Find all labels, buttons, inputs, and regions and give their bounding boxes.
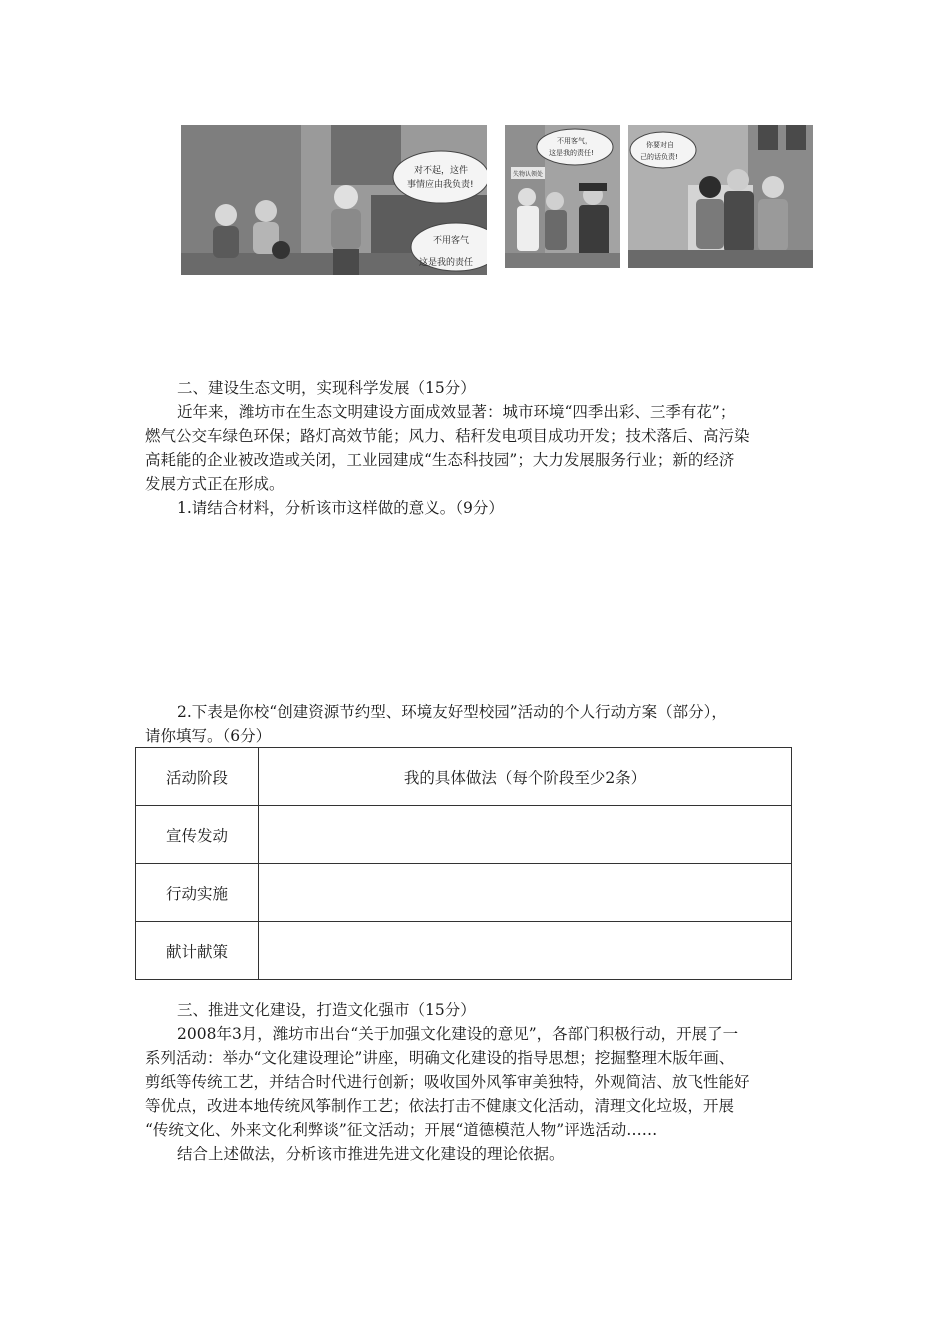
- section-heading: 二、建设生态文明，实现科学发展（15分）: [177, 379, 476, 397]
- action-plan-table: [135, 747, 792, 980]
- section-3: [145, 998, 805, 1166]
- stage-label: 宣传发动: [136, 806, 259, 864]
- section-2: [145, 376, 805, 520]
- table-header-row: [136, 748, 792, 806]
- table-row: [136, 864, 792, 922]
- question-line: 2.下表是你校“创建资源节约型、环境友好型校园”活动的个人行动方案（部分），: [177, 703, 727, 721]
- comic-bubble-text: 这是我的责任!: [549, 149, 594, 157]
- comic-bubble-text: 事情应由我负责!: [407, 180, 474, 190]
- material-line: 等优点，改进本地传统风筝制作工艺；依法打击不健康文化活动，清理文化垃圾，开展: [145, 1097, 735, 1115]
- comic-bubble-text: 你要对自: [646, 141, 674, 149]
- header-actions: 我的具体做法（每个阶段至少2条）: [259, 748, 792, 806]
- material-line: 剪纸等传统工艺，并结合时代进行创新；吸收国外风筝审美独特，外观简洁、放飞性能好: [145, 1073, 750, 1091]
- comic-bubble-text: 这是我的责任: [419, 258, 474, 268]
- material-line: 系列活动：举办“文化建设理论”讲座，明确文化建设的指导思想；挖掘整理木版年画、: [145, 1049, 735, 1067]
- comic-panel-1: [181, 125, 487, 275]
- stage-label: 献计献策: [136, 922, 259, 980]
- section-heading: 三、推进文化建设，打造文化强市（15分）: [177, 1001, 476, 1019]
- comic-bubble-text: 己的话负责!: [640, 153, 678, 161]
- table-row: [136, 922, 792, 980]
- material-line: 2008年3月，潍坊市出台“关于加强文化建设的意见”，各部门积极行动，开展了一: [177, 1025, 739, 1043]
- material-line: 高耗能的企业被改造或关闭，工业园建成“生态科技园”；大力发展服务行业；新的经济: [145, 451, 735, 469]
- comic-sign-text: 失物认领处: [513, 171, 544, 178]
- answer-cell[interactable]: [259, 922, 792, 980]
- answer-cell[interactable]: [259, 806, 792, 864]
- comic-panel-3: [628, 125, 813, 268]
- material-line: 发展方式正在形成。: [145, 475, 285, 493]
- material-line: 近年来，潍坊市在生态文明建设方面成效显著：城市环境“四季出彩、三季有花”；: [177, 403, 736, 421]
- comic-bubble-text: 对不起，这件: [414, 166, 469, 176]
- question-1: 1.请结合材料，分析该市这样做的意义。（9分）: [177, 499, 504, 517]
- answer-cell[interactable]: [259, 864, 792, 922]
- comic-bubble-text: 不用客气，: [557, 137, 592, 145]
- table-row: [136, 806, 792, 864]
- question-text: 结合上述做法，分析该市推进先进文化建设的理论依据。: [177, 1145, 565, 1163]
- comic-strip: [181, 125, 813, 275]
- question-line: 请你填写。（6分）: [145, 727, 272, 745]
- header-stage: 活动阶段: [136, 748, 259, 806]
- question-2: [145, 700, 805, 748]
- material-line: 燃气公交车绿色环保；路灯高效节能；风力、秸秆发电项目成功开发；技术落后、高污染: [145, 427, 750, 445]
- material-line: “传统文化、外来文化利弊谈”征文活动；开展“道德模范人物”评选活动……: [145, 1121, 658, 1139]
- comic-panel-2: [505, 125, 620, 268]
- comic-bubble-text: 不用客气: [433, 236, 470, 246]
- stage-label: 行动实施: [136, 864, 259, 922]
